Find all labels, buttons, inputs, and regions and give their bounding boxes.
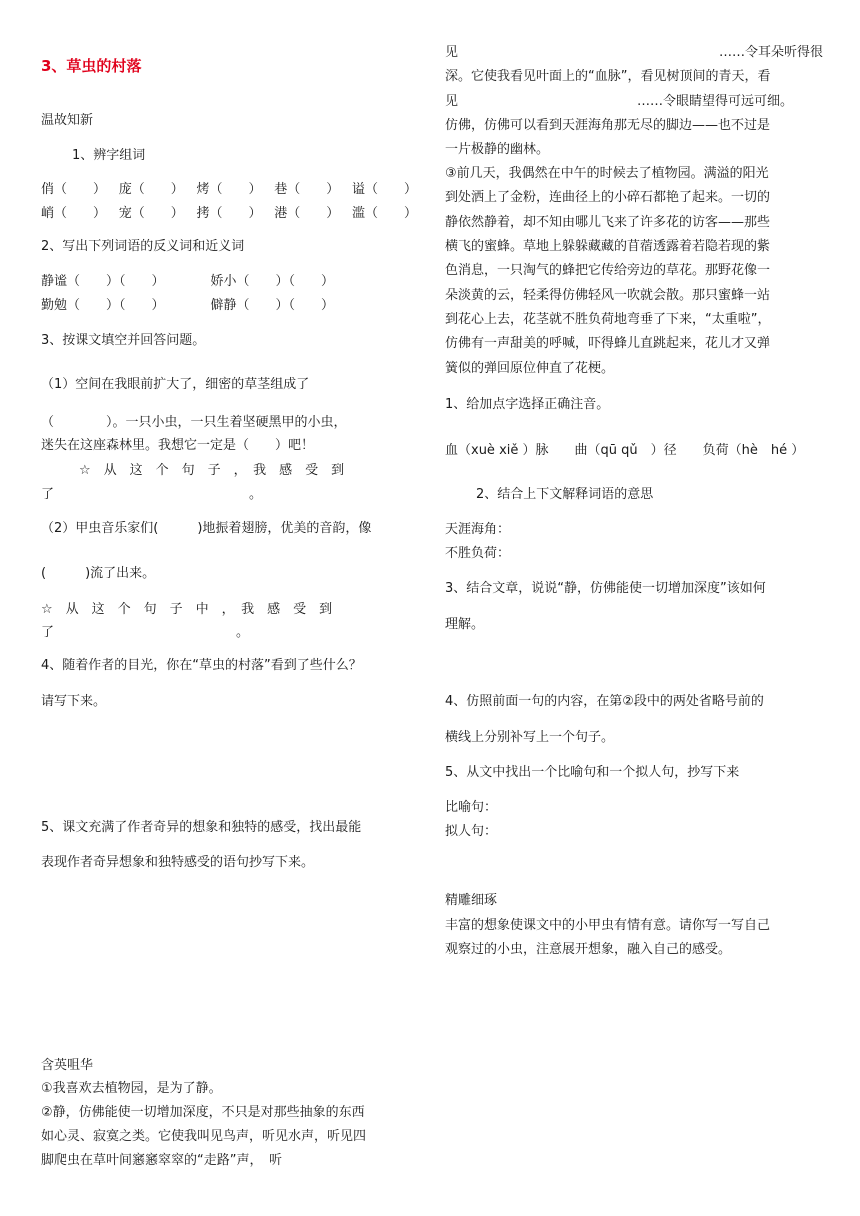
paragraph-3-line: 簧似的弹回原位伸直了花梗。	[445, 361, 615, 376]
reading-q4: 横线上分别补写上一个句子。	[445, 730, 615, 745]
paragraph-2-line: ②静，仿佛能使一切增加深度，不只是对那些抽象的东西	[41, 1105, 365, 1120]
personification-label: 拟人句：	[445, 824, 498, 839]
q3-2-line: （2）甲虫音乐家们( )地振着翅膀，优美的音韵，像	[41, 521, 372, 536]
q3-2-feeling: ☆ 从 这 个 句 子 中 ， 我 感 受 到	[41, 602, 333, 617]
paragraph-2-cont	[445, 44, 823, 62]
text-fragment: ……令耳朵听得很	[718, 45, 823, 60]
q1-label: 1、辨字组词	[72, 148, 146, 163]
paragraph-3-line: 到处洒上了金粉，连曲径上的小碎石都艳了起来。一切的	[445, 190, 771, 205]
word-item: 娇小（ ）（ ）	[210, 274, 335, 289]
char-item: 烤（ ）	[196, 182, 262, 197]
reading-q3: 3、结合文章，说说“静，仿佛能使一切增加深度”该如何	[445, 581, 766, 596]
paragraph-3-line: ③前几天，我偶然在中午的时候去了植物园。满溢的阳光	[445, 166, 769, 181]
paragraph-3-line: 朵淡黄的云，轻柔得仿佛轻风一吹就会散。那只蜜蜂一站	[445, 288, 771, 303]
char-item: 宠（ ）	[118, 206, 184, 221]
char-item: 拷（ ）	[196, 206, 262, 221]
word-row-2	[41, 297, 334, 315]
char-row-2	[41, 205, 417, 223]
simile-label: 比喻句：	[445, 800, 498, 815]
char-item: 巷（ ）	[274, 182, 340, 197]
text-fragment: 见	[445, 45, 459, 60]
refine-prompt: 观察过的小虫，注意展开想象，融入自己的感受。	[445, 942, 732, 957]
reading-heading: 含英咀华	[41, 1058, 94, 1073]
q3-label: 3、按课文填空并回答问题。	[41, 333, 206, 348]
refine-heading: 精雕细琢	[445, 893, 498, 908]
q3-1-line: 迷失在这座森林里。我想它一定是（ ）吧！	[41, 438, 315, 453]
paragraph-2-line: 如心灵、寂寞之类。它使我叫见鸟声，听见水声，听见四	[41, 1129, 367, 1144]
q5-line: 表现作者奇异想象和独特感受的语句抄写下来。	[41, 855, 315, 870]
char-item: 谥（ ）	[351, 182, 417, 197]
refine-prompt: 丰富的想象使课文中的小甲虫有情有意。请你写一写自己	[445, 918, 771, 933]
q4-line: 4、随着作者的目光，你在“草虫的村落”看到了些什么？	[41, 658, 362, 673]
paragraph-2-line: 脚爬虫在草叶间窸窸窣窣的“走路”声， 听	[41, 1153, 282, 1168]
char-item: 港（ ）	[274, 206, 340, 221]
pinyin-options: 血（xuè xiě ）脉 曲（qū qǔ ）径 负荷（hè hé ）	[445, 443, 805, 458]
q3-1-feeling: ☆ 从 这 个 句 子 ， 我 感 受 到	[79, 463, 345, 478]
paragraph-3-line: 色消息，一只淘气的蜂把它传给旁边的草花。那野花像一	[445, 263, 771, 278]
paragraph-1: ①我喜欢去植物园，是为了静。	[41, 1081, 222, 1096]
paragraph-2-cont: 仿佛，仿佛可以看到天涯海角那无尽的脚边——也不过是	[445, 118, 771, 133]
word-item: 静谧（ ）（ ）	[41, 274, 165, 289]
char-row-1	[41, 181, 417, 199]
q3-1-feeling: 了 。	[41, 487, 263, 502]
char-item: 庞（ ）	[118, 182, 184, 197]
char-item: 滥（ ）	[351, 206, 417, 221]
word-row-1	[41, 273, 334, 291]
paragraph-3-line: 到花心上去，花茎就不胜负荷地弯垂了下来，“太重啦”，	[445, 312, 771, 327]
char-item: 峭（ ）	[41, 206, 107, 221]
define-term: 不胜负荷：	[445, 546, 511, 561]
paragraph-2-cont: 深。它使我看见叶面上的“血脉”，看见树顶间的青天，看	[445, 69, 771, 84]
text-fragment: ……令眼睛望得可远可细。	[637, 94, 794, 109]
paragraph-3-line: 仿佛有一声甜美的呼喊，吓得蜂儿直跳起来，花儿才又弹	[445, 336, 771, 351]
q2-label: 2、写出下列词语的反义词和近义词	[41, 239, 245, 254]
paragraph-2-cont: 一片极静的幽林。	[445, 142, 550, 157]
text-fragment: 见	[445, 94, 459, 109]
char-item: 俏（ ）	[41, 182, 107, 197]
paragraph-3-line: 横飞的蜜蜂。草地上躲躲藏藏的苜蓿透露着若隐若现的紫	[445, 239, 771, 254]
lesson-title: 3、草虫的村落	[41, 57, 142, 75]
word-item: 勤勉（ ）（ ）	[41, 298, 165, 313]
review-heading: 温故知新	[41, 113, 94, 128]
reading-q5: 5、从文中找出一个比喻句和一个拟人句，抄写下来	[445, 765, 740, 780]
paragraph-3-line: 静依然静着，却不知由哪儿飞来了许多花的访客——那些	[445, 215, 771, 230]
reading-q1: 1、给加点字选择正确注音。	[445, 397, 610, 412]
q3-1-line: （1）空间在我眼前扩大了，细密的草茎组成了	[41, 377, 310, 392]
q5-line: 5、课文充满了作者奇异的想象和独特的感受，找出最能	[41, 820, 362, 835]
reading-q3: 理解。	[445, 617, 485, 632]
q3-2-line: ( )流了出来。	[41, 566, 156, 581]
define-term: 天涯海角：	[445, 522, 511, 537]
paragraph-2-cont	[445, 93, 823, 111]
q3-1-line: （ ）。一只小虫，一只生着坚硬黑甲的小虫，	[41, 415, 347, 430]
q3-2-feeling: 了 。	[41, 625, 250, 640]
reading-q2: 2、结合上下文解释词语的意思	[476, 487, 654, 502]
q4-line: 请写下来。	[41, 694, 107, 709]
reading-q4: 4、仿照前面一句的内容，在第②段中的两处省略号前的	[445, 694, 764, 709]
word-item: 僻静（ ）（ ）	[210, 298, 335, 313]
